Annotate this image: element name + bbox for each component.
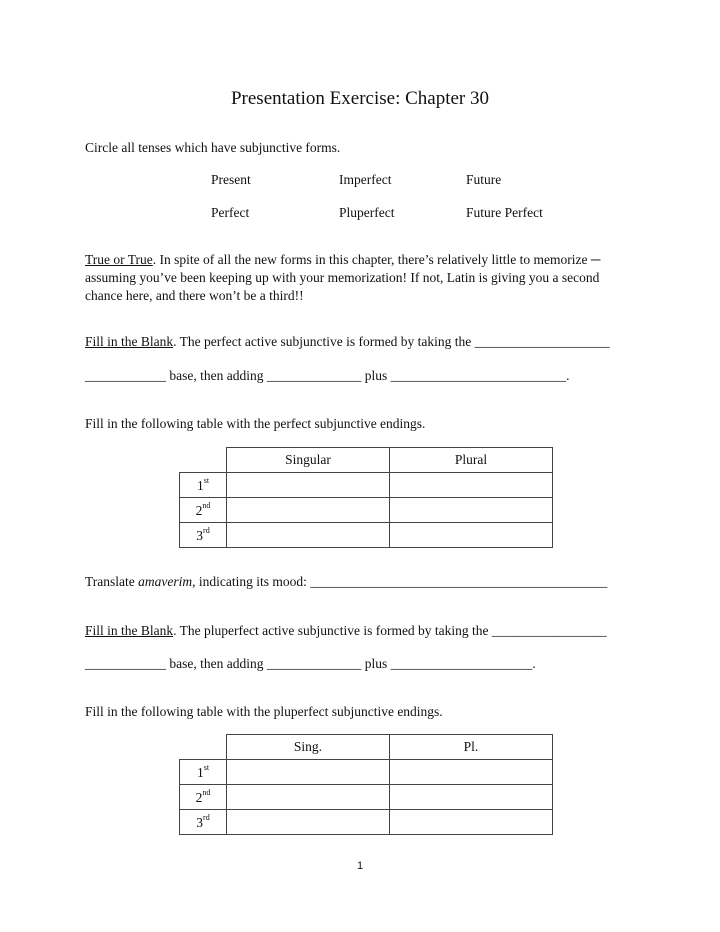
table2-cell[interactable] xyxy=(227,759,390,784)
table2-row-sup: rd xyxy=(203,812,210,822)
circle-instruction: Circle all tenses which have subjunctive forms. xyxy=(85,140,341,155)
tense-future-perfect[interactable]: Future Perfect xyxy=(466,205,543,220)
table1-row-num: 2 xyxy=(195,502,203,518)
table2-header-singular: Sing. xyxy=(227,735,390,760)
fill-blank-2-label: Fill in the Blank xyxy=(85,623,174,638)
table1-cell[interactable] xyxy=(390,472,553,497)
tense-present[interactable]: Present xyxy=(211,172,251,187)
table1-corner xyxy=(180,448,227,473)
table1-header-plural: Plural xyxy=(390,448,553,473)
table2-row-label-1 xyxy=(180,759,227,784)
table1-row-label-1 xyxy=(180,472,227,497)
table1-cell[interactable] xyxy=(390,522,553,547)
fill-blank-2-text[interactable]: . The pluperfect active subjunctive is formed by taking the _________________ xyxy=(173,623,607,638)
table1-header-singular: Singular xyxy=(227,448,390,473)
table2-row-sup: st xyxy=(203,762,210,772)
true-or-true-text-2: assuming you’ve been keeping up with your memorization! If not, Latin is giving you a second xyxy=(85,270,600,285)
fill-blank-1-text[interactable]: . The perfect active subjunctive is formed by taking the ____________________ xyxy=(173,334,610,349)
page-title: Presentation Exercise: Chapter 30 xyxy=(230,88,489,109)
tense-imperfect[interactable]: Imperfect xyxy=(339,172,392,187)
table1-row-sup: rd xyxy=(203,525,210,535)
translate-suffix: , indicating its mood: ____________________________________________ xyxy=(192,574,608,589)
true-or-true-label: True or True xyxy=(85,252,153,267)
fill-blank-2-line-1 xyxy=(85,623,607,639)
table2-instruction: Fill in the following table with the pluperfect subjunctive endings. xyxy=(85,704,443,719)
table2-header-plural: Pl. xyxy=(390,735,553,760)
true-or-true-text-3: chance here, and there won’t be a third!! xyxy=(85,288,304,303)
table1-row-num: 3 xyxy=(196,527,204,543)
table2-row-label-2 xyxy=(180,784,227,809)
table1-cell[interactable] xyxy=(390,497,553,522)
table2-cell[interactable] xyxy=(227,809,390,834)
table1-instruction: Fill in the following table with the perfect subjunctive endings. xyxy=(85,416,426,431)
table1-cell[interactable] xyxy=(227,522,390,547)
table2-corner xyxy=(180,735,227,760)
table2-row-label-3 xyxy=(180,809,227,834)
table2-cell[interactable] xyxy=(390,784,553,809)
fill-blank-1-line-1 xyxy=(85,334,610,350)
perfect-subjunctive-table xyxy=(179,447,553,548)
table1-row-label-3 xyxy=(180,522,227,547)
table2-row-num: 1 xyxy=(196,764,204,780)
tense-perfect[interactable]: Perfect xyxy=(211,205,250,220)
fill-blank-2-line-2[interactable]: ____________ base, then adding ______________ plus _____________________. xyxy=(85,656,536,671)
table1-row-num: 1 xyxy=(196,477,204,493)
fill-blank-1-label: Fill in the Blank xyxy=(85,334,174,349)
tense-future[interactable]: Future xyxy=(466,172,502,187)
table2-cell[interactable] xyxy=(390,759,553,784)
table1-row-sup: nd xyxy=(202,500,211,510)
true-or-true-text-1: . In spite of all the new forms in this chapter, there’s relatively little to memorize ─ xyxy=(152,252,601,267)
translate-word: amaverim xyxy=(138,574,193,589)
table1-cell[interactable] xyxy=(227,497,390,522)
table2-row-num: 3 xyxy=(196,814,204,830)
table2-cell[interactable] xyxy=(390,809,553,834)
pluperfect-subjunctive-table xyxy=(179,734,553,835)
tense-pluperfect[interactable]: Pluperfect xyxy=(339,205,395,220)
table1-row-label-2 xyxy=(180,497,227,522)
table2-cell[interactable] xyxy=(227,784,390,809)
table1-cell[interactable] xyxy=(227,472,390,497)
translate-line[interactable] xyxy=(85,574,607,590)
translate-prefix: Translate xyxy=(85,574,139,589)
true-or-true-paragraph xyxy=(85,251,645,305)
fill-blank-1-line-2[interactable]: ____________ base, then adding ______________ plus __________________________. xyxy=(85,368,570,383)
page-number: 1 xyxy=(356,860,364,872)
table2-row-sup: nd xyxy=(202,787,211,797)
table2-row-num: 2 xyxy=(195,789,203,805)
table1-row-sup: st xyxy=(203,475,210,485)
